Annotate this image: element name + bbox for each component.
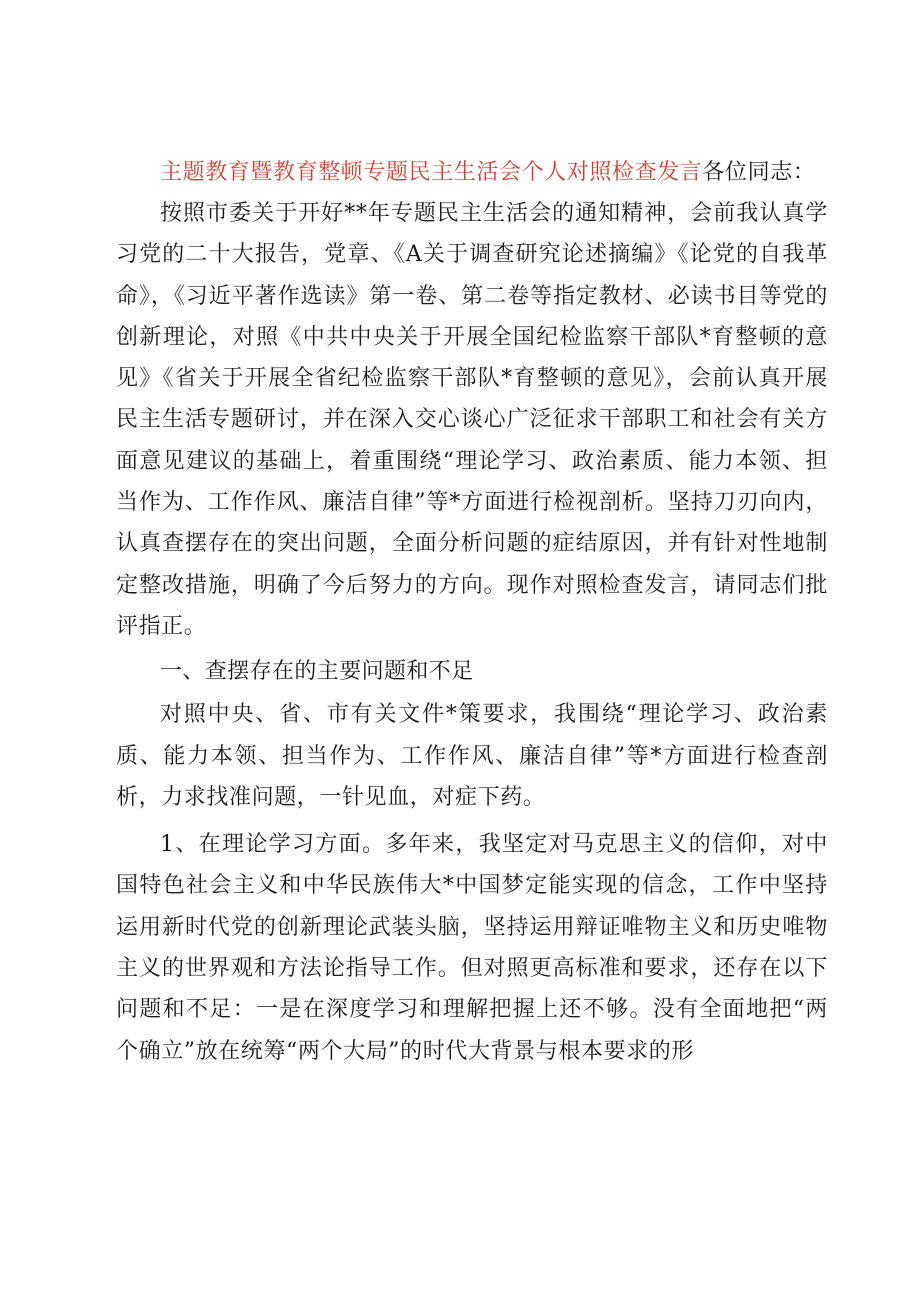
item-1-paragraph: 1、在理论学习方面。多年来，我坚定对马克思主义的信仰，对中国特色社会主义和中华民族伟大*中国梦定能实现的信念，工作中坚持运用新时代党的创新理论武装头脑，坚持运用辩证唯物主义和历史唯物主义的世界观和方法论指导工作。但对照更高标准和要求，还存在以下问题和不足：一是在深度学习和理解把握上还不够。没有全面地把“两个确立”放在统筹“两个大局”的时代大背景与根本要求的形	[116, 832, 828, 1064]
section-heading: 一、查摆存在的主要问题和不足	[160, 659, 474, 685]
section-intro-paragraph: 对照中央、省、市有关文件*策要求，我围绕“理论学习、政治素质、能力本领、担当作为、工作作风、廉洁自律”等*方面进行检查剖析，力求找准问题，一针见血，对症下药。	[116, 702, 828, 810]
salutation: 各位同志：	[702, 160, 816, 185]
document-body	[116, 152, 828, 1072]
document-title: 主题教育暨教育整顿专题民主生活会个人对照检查发言	[160, 160, 703, 185]
title-paragraph	[116, 152, 828, 193]
intro-paragraph: 按照市委关于开好**年专题民主生活会的通知精神，会前我认真学习党的二十大报告，党章、《A关于调查研究论述摘编》《论党的自我革命》，《习近平著作选读》第一卷、第二卷等指定教材、必读书目等党的创新理论，对照《中共中央关于开展全国纪检监察干部队*育整顿的意见》《省关于开展全省纪检监察干部队*育整顿的意见》，会前认真开展民主生活专题研讨，并在深入交心谈心广泛征求干部职工和社会有关方面意见建议的基础上，着重围绕“理论学习、政治素质、能力本领、担当作为、工作作风、廉洁自律”等*方面进行检视剖析。坚持刀刃向内，认真查摆存在的突出问题，全面分析问题的症结原因，并有针对性地制定整改措施，明确了今后努力的方向。现作对照检查发言，请同志们批评指正。	[116, 201, 828, 639]
